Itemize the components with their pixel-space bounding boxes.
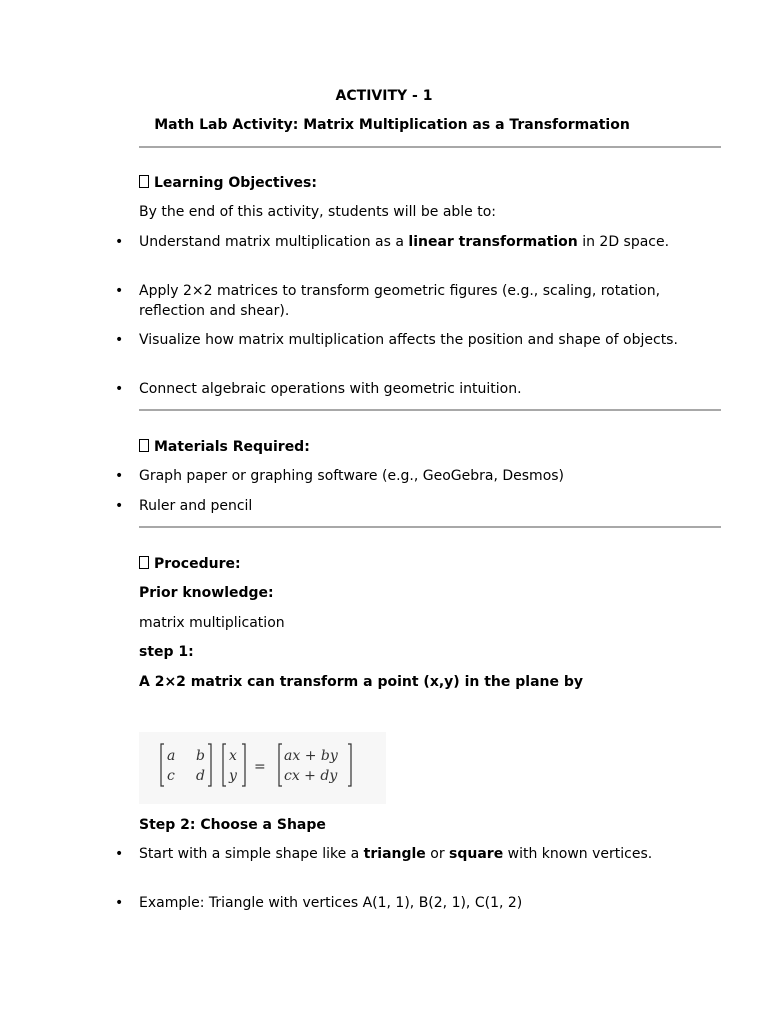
result-entry-2: cx + dy — [284, 768, 338, 784]
bullet-icon: • — [115, 283, 124, 299]
list-item: Graph paper or graphing software (e.g., GeoGebra, Desmos) — [139, 468, 565, 484]
list-item-emphasis: square — [449, 846, 504, 862]
list-item-emphasis: triangle — [363, 846, 426, 862]
list-item-text: or — [425, 846, 450, 862]
bullet-icon: • — [115, 381, 124, 397]
objectives-heading-label: Learning Objectives: — [154, 175, 317, 191]
missing-glyph-icon — [139, 556, 149, 569]
list-item-emphasis: linear transformation — [408, 234, 578, 250]
prior-knowledge-text: matrix multiplication — [139, 615, 285, 631]
missing-glyph-icon — [139, 439, 149, 452]
bracket-left — [279, 744, 282, 786]
page-subtitle: Math Lab Activity: Matrix Multiplication as a Transformation — [154, 117, 630, 133]
prior-knowledge-label: Prior knowledge: — [139, 585, 274, 601]
list-item-text: with known vertices. — [503, 846, 653, 862]
vector-entry-y: y — [229, 768, 237, 784]
list-item — [139, 845, 659, 865]
step2-label: Step 2: Choose a Shape — [139, 817, 326, 833]
bracket-right — [348, 744, 351, 786]
list-item-text: Start with a simple shape like a — [139, 846, 364, 862]
bullet-icon: • — [115, 498, 124, 514]
matrix-entry-a: a — [167, 748, 176, 764]
objectives-heading — [139, 174, 699, 194]
result-entry-1: ax + by — [284, 748, 338, 764]
bullet-icon: • — [115, 332, 124, 348]
divider — [139, 409, 721, 411]
list-item-text: in 2D space. — [577, 234, 670, 250]
procedure-heading-label: Procedure: — [154, 556, 241, 572]
step1-label: step 1: — [139, 644, 194, 660]
materials-heading — [139, 438, 699, 458]
bracket-right — [208, 744, 211, 786]
vector-entry-x: x — [229, 748, 237, 764]
list-item: Apply 2×2 matrices to transform geometric figures (e.g., scaling, rotation, reflection and shear). — [139, 283, 661, 319]
bullet-icon: • — [115, 468, 124, 484]
matrix-formula — [139, 732, 386, 804]
missing-glyph-icon — [139, 175, 149, 188]
objectives-intro: By the end of this activity, students will be able to: — [139, 204, 497, 220]
step1-text: A 2×2 matrix can transform a point (x,y) in the plane by — [139, 674, 583, 690]
bullet-icon: • — [115, 234, 124, 250]
equals-sign: = — [254, 759, 266, 775]
list-item: Ruler and pencil — [139, 498, 253, 514]
matrix-entry-d: d — [196, 768, 205, 784]
materials-heading-label: Materials Required: — [154, 439, 310, 455]
list-item: Visualize how matrix multiplication affects the position and shape of objects. — [139, 332, 678, 348]
list-item: Example: Triangle with vertices A(1, 1), B(2, 1), C(1, 2) — [139, 895, 523, 911]
procedure-heading — [139, 555, 699, 575]
list-item-text: Understand matrix multiplication as a — [139, 234, 409, 250]
bracket-left — [161, 744, 164, 786]
activity-title: ACTIVITY - 1 — [335, 88, 433, 104]
list-item — [139, 233, 699, 253]
divider — [139, 146, 721, 148]
list-item: Connect algebraic operations with geometric intuition. — [139, 381, 522, 397]
matrix-entry-b: b — [196, 748, 205, 764]
bullet-icon: • — [115, 895, 124, 911]
bracket-left — [223, 744, 226, 786]
divider — [139, 526, 721, 528]
bullet-icon: • — [115, 846, 124, 862]
matrix-entry-c: c — [167, 768, 175, 784]
matrix-formula-graphic — [139, 732, 386, 804]
bracket-right — [242, 744, 245, 786]
